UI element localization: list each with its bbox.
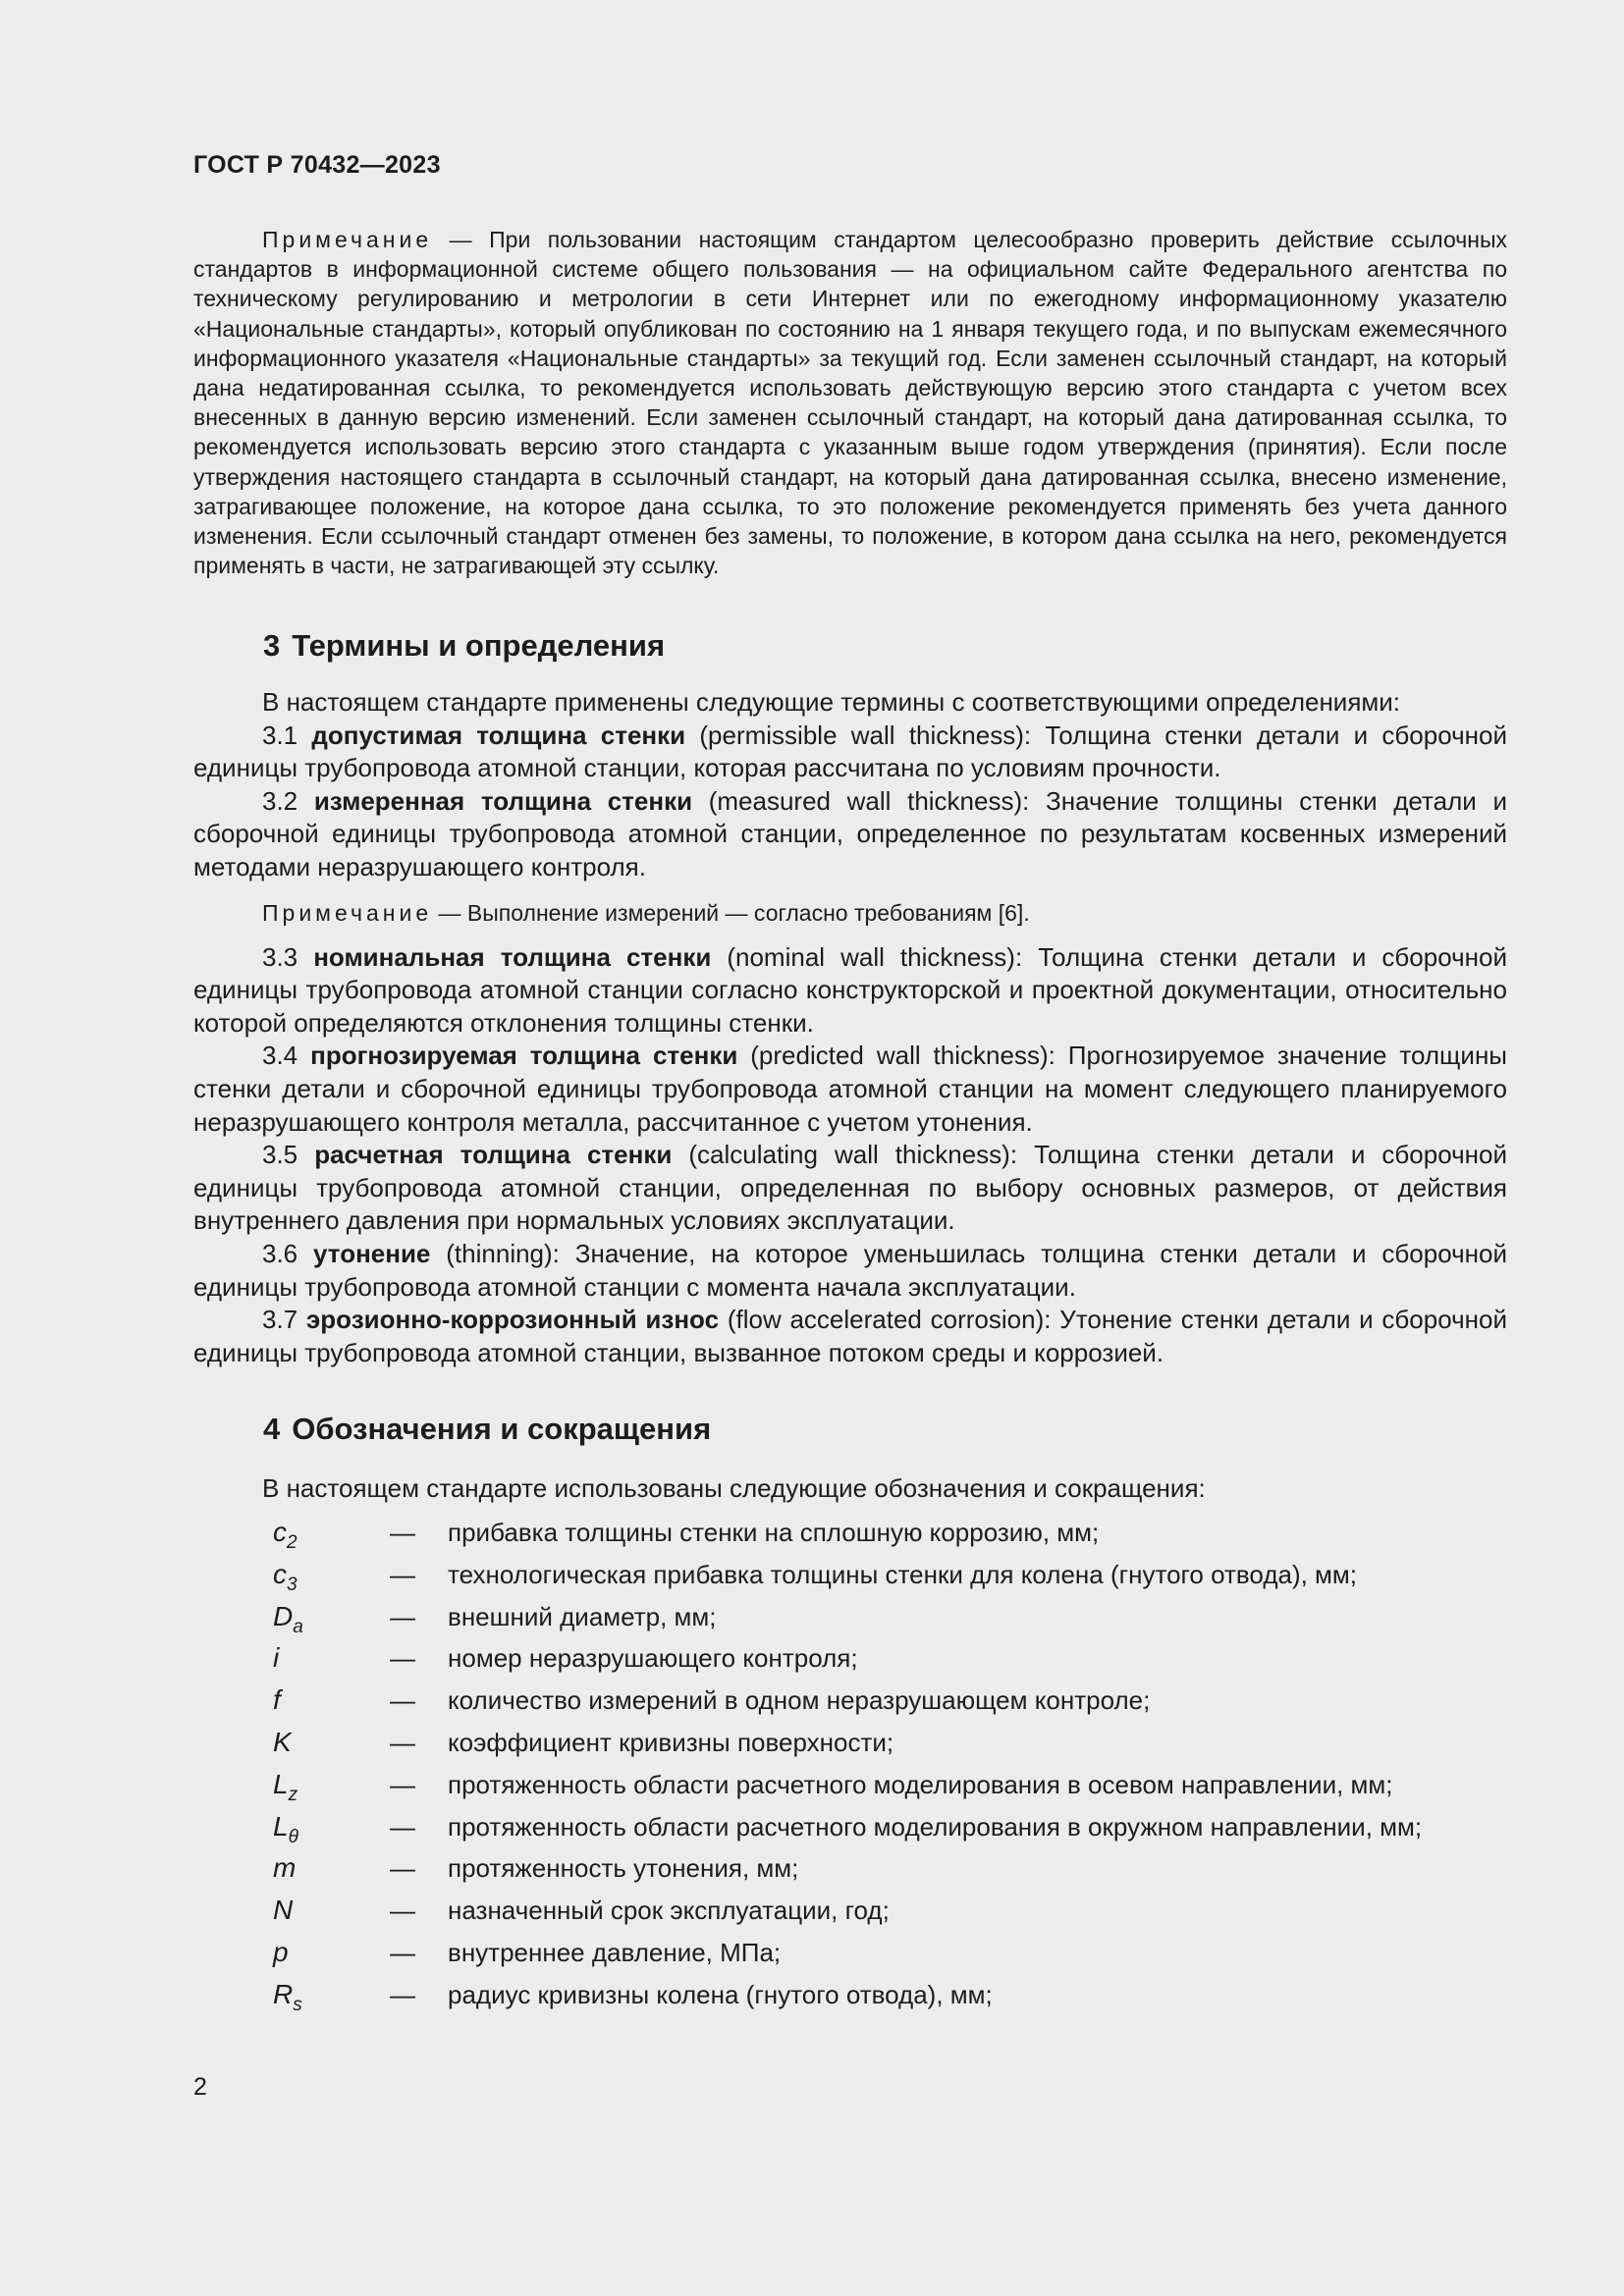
section-3-intro: В настоящем стандарте применены следующие термины с соответствующими определениями: [262,687,1401,717]
list-item: m — протяженность утонения, мм; [193,1847,1507,1890]
symbol: N [273,1895,294,1926]
section-4-intro: В настоящем стандарте использованы следующие обозначения и сокращения: [262,1473,1206,1503]
page-number: 2 [193,2073,207,2101]
term-3-3: 3.3 номинальная толщина стенки (nominal wall thickness): Толщина стенки детали и сборочной единицы трубопровода атомной станции согласно конструкторской и проектной документации, относительно которой определяются отклонения толщины стенки. [193,941,1507,1038]
section-3-heading [263,628,665,664]
symbol: m [273,1852,297,1884]
term-3-4: 3.4 прогнозируемая толщина стенки (predicted wall thickness): Прогнозируемое значение толщины стенки детали и сборочной единицы трубопровода атомной станции на момент следующего планируемого неразрушающего контроля металла, рассчитанное с учетом утонения. [193,1041,1507,1137]
abbreviation-list [193,1512,1507,2016]
list-item: $c_2$ — прибавка толщины стенки на сплошную коррозию, мм; [193,1512,1507,1554]
list-item: p — внутреннее давление, МПа; [193,1932,1507,1974]
section-4-intro-block [193,1472,1507,1506]
reference-note [193,225,1507,580]
term-3-2-note: Примечание — Выполнение измерений — согласно требованиям [6]. [262,899,1030,926]
symbol: $c_2$ [273,1517,298,1553]
term-3-6: 3.6 утонение (thinning): Значение, на которое уменьшилась толщина стенки детали и сборочной единицы трубопровода атомной станции с момента начала эксплуатации. [193,1238,1507,1302]
section-4-number: 4 [263,1412,281,1446]
note-label: Примечание [262,227,433,252]
symbol: K [273,1726,292,1757]
list-item: $R_s$ — радиус кривизны колена (гнутого отвода), мм; [193,1974,1507,2016]
symbol: f [273,1684,281,1716]
symbol: i [273,1642,280,1674]
section-3-body [193,686,1507,1369]
list-item: K — коэффициент кривизны поверхности; [193,1722,1507,1764]
symbol: $L_\theta$ [273,1810,298,1847]
term-3-5: 3.5 расчетная толщина стенки (calculating wall thickness): Толщина стенки детали и сборочной единицы трубопровода атомной станции, определенная по выбору основных размеров, от действия внутреннего давления при нормальных условиях эксплуатации. [193,1140,1507,1236]
term-3-7: 3.7 эрозионно-коррозионный износ (flow accelerated corrosion): Утонение стенки детали и сборочной единицы трубопровода атомной станции, вызванное потоком среды и коррозией. [193,1305,1508,1367]
note-text: — При пользовании настоящим стандартом целесообразно проверить действие ссылочных стандартов в информационной системе общего пользования — на официальном сайте Федерального агентства по техническому регулированию и метрологии в сети Интернет или по ежегодному информационному указателю «Национальные стандарты», который опубликован по состоянию на 1 января текущего года, и по выпускам ежемесячного информационного указателя «Национальные стандарты» за текущий год. Если заменен ссылочный стандарт, на который дана недатированная ссылка, то рекомендуется использовать действующую версию этого стандарта с учетом всех внесенных в данную версию изменений. Если заменен ссылочный стандарт, на который дана датированная ссылка, то рекомендуется использовать версию этого стандарта с указанным выше годом утверждения (принятия). Если после утверждения настоящего стандарта в ссылочный стандарт, на который дана датированная ссылка, внесено изменение, затрагивающее положение, на которое дана ссылка, то это положение рекомендуется применять без учета данного изменения. Если ссылочный стандарт отменен без замены, то положение, в котором дана ссылка на него, рекомендуется применять в части, не затрагивающей эту ссылку. [193,227,1507,579]
list-item: f — количество измерений в одном неразрушающем контроле; [193,1680,1507,1722]
symbol: $L_z$ [273,1768,298,1805]
section-3-title: Термины и определения [292,628,666,663]
symbol: $D_a$ [273,1600,303,1637]
list-item: i — номер неразрушающего контроля; [193,1637,1507,1680]
term-3-1: 3.1 допустимая толщина стенки (permissible wall thickness): Толщина стенки детали и сборочной единицы трубопровода атомной станции, которая рассчитана по условиям прочности. [193,720,1507,783]
section-4-heading [263,1412,711,1447]
list-item: $L_z$ — протяженность области расчетного моделирования в осевом направлении, мм; [193,1764,1507,1806]
section-3-number: 3 [263,628,281,663]
list-item: $D_a$ — внешний диаметр, мм; [193,1596,1507,1638]
term-3-2: 3.2 измеренная толщина стенки (measured wall thickness): Значение толщины стенки детали и сборочной единицы трубопровода атомной станции, определенное по результатам косвенных измерений методами неразрушающего контроля. [193,785,1507,881]
symbol: p [273,1936,289,1967]
list-item: $L_\theta$ — протяженность области расчетного моделирования в окружном направлении, мм; [193,1806,1507,1848]
section-4-title: Обозначения и сокращения [292,1412,712,1446]
document-header: ГОСТ Р 70432—2023 [193,151,441,179]
symbol: $R_s$ [273,1978,302,2015]
list-item: N — назначенный срок эксплуатации, год; [193,1890,1507,1932]
list-item: $c_3$ — технологическая прибавка толщины стенки для колена (гнутого отвода), мм; [193,1554,1507,1596]
symbol: $c_3$ [273,1558,298,1595]
